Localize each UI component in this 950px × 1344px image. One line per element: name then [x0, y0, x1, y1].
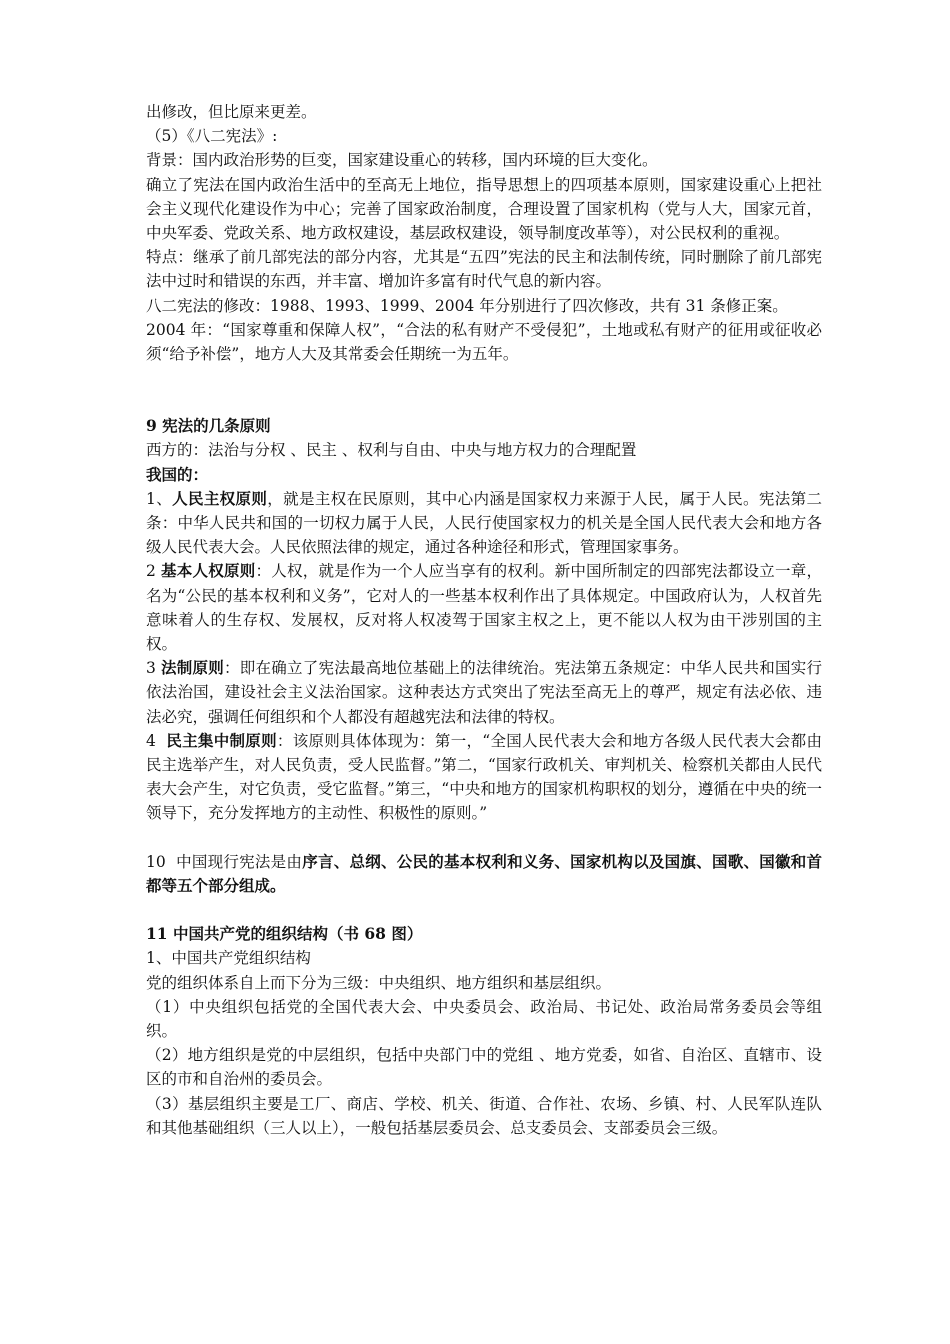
- principle-title: 民主集中制原则: [166, 730, 277, 750]
- subheading: 我国的：: [146, 464, 209, 484]
- principle-body: ：即在确立了宪法最高地位基础上的法律统治。宪法第五条规定：中华人民共和国实行依法治国，建设社会主义法治国家。这种表达方式突出了宪法至高无上的尊严，规定有法必依、违法必究，强调任何组织和个人都没有超越宪法和法律的特权。: [146, 659, 822, 726]
- principle-1: [146, 487, 822, 560]
- paragraph: （1）中央组织包括党的全国代表大会、中央委员会、政治局、书记处、政治局常务委员会等组织。: [146, 997, 822, 1040]
- principle-body: ，就是主权在民原则，其中心内涵是国家权力来源于人民，属于人民。宪法第二条：中华人民共和国的一切权力属于人民，人民行使国家权力的机关是全国人民代表大会和地方各级人民代表大会。人民依照法律的规定，通过各种途径和形式，管理国家事务。: [146, 489, 822, 557]
- section-heading-9: 9 宪法的几条原则: [146, 416, 271, 436]
- item-number: 4: [146, 731, 167, 750]
- paragraph: 西方的：法治与分权 、民主 、权利与自由、中央与地方权力的合理配置: [146, 441, 637, 460]
- spacer: [146, 826, 822, 850]
- paragraph: 出修改，但比原来更差。: [146, 103, 317, 121]
- section-heading-11: 11 中国共产党的组织结构（书 68 图）: [146, 924, 423, 944]
- paragraph: 党的组织体系自上而下分为三级：中央组织、地方组织和基层组织。: [146, 973, 612, 992]
- principle-body: ：人权，就是作为一个人应当享有的权利。新中国所制定的四部宪法都设立一章，名为“公民的基本权利和义务”，它对人的一些基本权利作出了具体规定。中国政府认为，人权首先意味着人的生存权、发展权，反对将人权凌驾于国家主权之上，更不能以人权为由干涉别国的主权。: [146, 562, 822, 654]
- section-10-prefix: 10 中国现行宪法是由: [146, 852, 303, 871]
- paragraph: 八二宪法的修改：1988、1993、1999、2004 年分别进行了四次修改，共有 31 条修正案。: [146, 296, 788, 315]
- principle-4: [146, 729, 822, 826]
- spacer: [146, 366, 822, 414]
- paragraph: （2）地方组织是党的中层组织，包括中央部门中的党组 、地方党委，如省、自治区、直辖市、设区的市和自治州的委员会。: [146, 1046, 822, 1089]
- principle-2: [146, 559, 822, 656]
- item-number: 2: [146, 562, 162, 581]
- principle-title: 法制原则: [161, 658, 225, 678]
- section-10: [146, 850, 822, 898]
- paragraph: 确立了宪法在国内政治生活中的至高无上地位，指导思想上的四项基本原则，国家建设重心上把社会主义现代化建设作为中心；完善了国家政治制度，合理设置了国家机构（党与人大，国家元首，中央军委、党政关系、地方政权建设，基层政权建设，领导制度改革等），对公民权利的重视。: [146, 175, 822, 243]
- principle-title: 人民主权原则: [172, 488, 268, 508]
- item-number: 1、: [146, 489, 173, 508]
- paragraph: （5）《八二宪法》:: [146, 127, 278, 146]
- paragraph: 1、中国共产党组织结构: [146, 949, 311, 968]
- section-10-bold: 序言、总纲、公民的基本权利和义务、国家机构以及国旗、国歌、国徽和首都等五个部分组成。: [146, 851, 822, 895]
- paragraph: 2004 年：“国家尊重和保障人权”，“合法的私有财产不受侵犯”，土地或私有财产的征用或征收必须“给予补偿”，地方人大及其常委会任期统一为五年。: [146, 320, 822, 364]
- principle-title: 基本人权原则: [161, 561, 256, 581]
- paragraph: （3）基层组织主要是工厂、商店、学校、机关、街道、合作社、农场、乡镇、村、人民军队连队和其他基础组织（三人以上），一般包括基层委员会、总支委员会、支部委员会三级。: [146, 1094, 822, 1137]
- paragraph: 特点：继承了前几部宪法的部分内容，尤其是“五四”宪法的民主和法制传统，同时删除了前几部宪法中过时和错误的东西，并丰富、增加许多富有时代气息的新内容。: [146, 248, 822, 291]
- spacer: [146, 898, 822, 922]
- paragraph: 背景：国内政治形势的巨变，国家建设重心的转移，国内环境的巨大变化。: [146, 151, 658, 170]
- item-number: 3: [146, 659, 162, 678]
- principle-body: ：该原则具体体现为：第一，“全国人民代表大会和地方各级人民代表大会都由民主选举产生，对人民负责，受人民监督。”第二，“国家行政机关、审判机关、检察机关都由人民代表大会产生，对它负责，受它监督。”第三，“中央和地方的国家机构职权的划分，遵循在中央的统一领导下，充分发挥地方的主动性、积极性的原则。”: [146, 731, 822, 823]
- document-body: [146, 100, 822, 1140]
- principle-3: [146, 656, 822, 729]
